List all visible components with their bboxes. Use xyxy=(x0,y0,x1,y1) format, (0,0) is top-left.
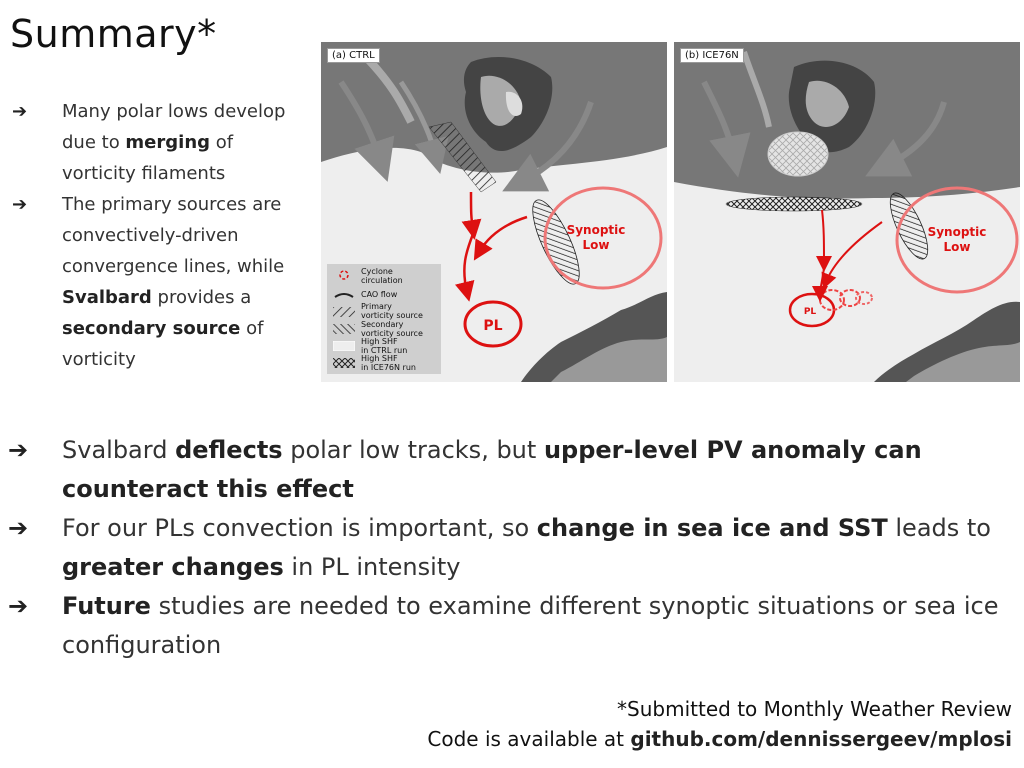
bullet-arrow-icon: ➔ xyxy=(12,101,28,122)
bottom-bullet-2 xyxy=(8,509,1018,587)
panel-a-label: (a) CTRL xyxy=(327,48,380,63)
footer xyxy=(427,694,1012,754)
left-bullet-list xyxy=(12,96,312,375)
cyclone-circulation-icon xyxy=(333,270,355,280)
bottom-bullet-list xyxy=(8,431,1018,665)
legend-shf-ice76n: High SHF in ICE76N run xyxy=(361,354,416,372)
figure-panel-ice76n xyxy=(674,42,1020,382)
secondary-source-hatch-icon xyxy=(333,324,355,334)
footer-submission-note: *Submitted to Monthly Weather Review xyxy=(617,697,1012,721)
github-link[interactable]: github.com/dennissergeev/mplosi xyxy=(630,727,1012,751)
figure-panel-ctrl xyxy=(321,42,667,382)
legend-cyclone: Cyclone circulation xyxy=(361,267,403,285)
footer-code-line: Code is available at github.com/dennissergeev/mplosi xyxy=(427,727,1012,751)
left-bullet-1-text: Many polar lows develop due to merging of vorticity filaments xyxy=(62,101,286,184)
bottom-bullet-3 xyxy=(8,587,1018,665)
legend-cao-flow: CAO flow xyxy=(361,290,398,299)
bottom-bullet-2-text: For our PLs convection is important, so change in sea ice and SST leads to greater changes in PL intensity xyxy=(62,514,991,581)
synoptic-low-label-b-2: Low xyxy=(943,240,971,254)
bullet-arrow-icon: ➔ xyxy=(8,514,29,542)
left-bullet-1 xyxy=(12,96,312,189)
left-bullet-2-text: The primary sources are convectively-driven convergence lines, while Svalbard provides a secondary source of vorticity xyxy=(62,194,285,370)
synoptic-low-label-b: Synoptic xyxy=(927,225,987,239)
slide-title: Summary* xyxy=(10,12,217,56)
bullet-arrow-icon: ➔ xyxy=(12,194,28,215)
bullet-arrow-icon: ➔ xyxy=(8,592,29,620)
figure-legend xyxy=(327,264,441,374)
legend-secondary: Secondary vorticity source xyxy=(361,320,423,338)
legend-shf-ctrl: High SHF in CTRL run xyxy=(361,337,408,355)
pl-label: PL xyxy=(483,318,503,334)
cao-flow-icon xyxy=(333,290,355,300)
synoptic-low-label-2: Low xyxy=(582,238,610,252)
bullet-arrow-icon: ➔ xyxy=(8,436,29,464)
high-shf-ice76n-hatch-icon xyxy=(333,358,355,368)
left-bullet-2 xyxy=(12,189,312,375)
synoptic-low-label: Synoptic xyxy=(566,223,626,237)
bottom-bullet-1-text: Svalbard deflects polar low tracks, but upper-level PV anomaly can counteract this effect xyxy=(62,436,922,503)
primary-source-hatch-icon xyxy=(333,307,355,317)
bottom-bullet-1 xyxy=(8,431,1018,509)
panel-b-label: (b) ICE76N xyxy=(680,48,744,63)
panel-ice76n-map xyxy=(674,42,1020,382)
legend-primary: Primary vorticity source xyxy=(361,302,423,320)
high-shf-ctrl-hatch-icon xyxy=(333,341,355,351)
bottom-bullet-3-text: Future studies are needed to examine different synoptic situations or sea ice configuration xyxy=(62,592,999,659)
pl-label-b: PL xyxy=(803,307,817,317)
